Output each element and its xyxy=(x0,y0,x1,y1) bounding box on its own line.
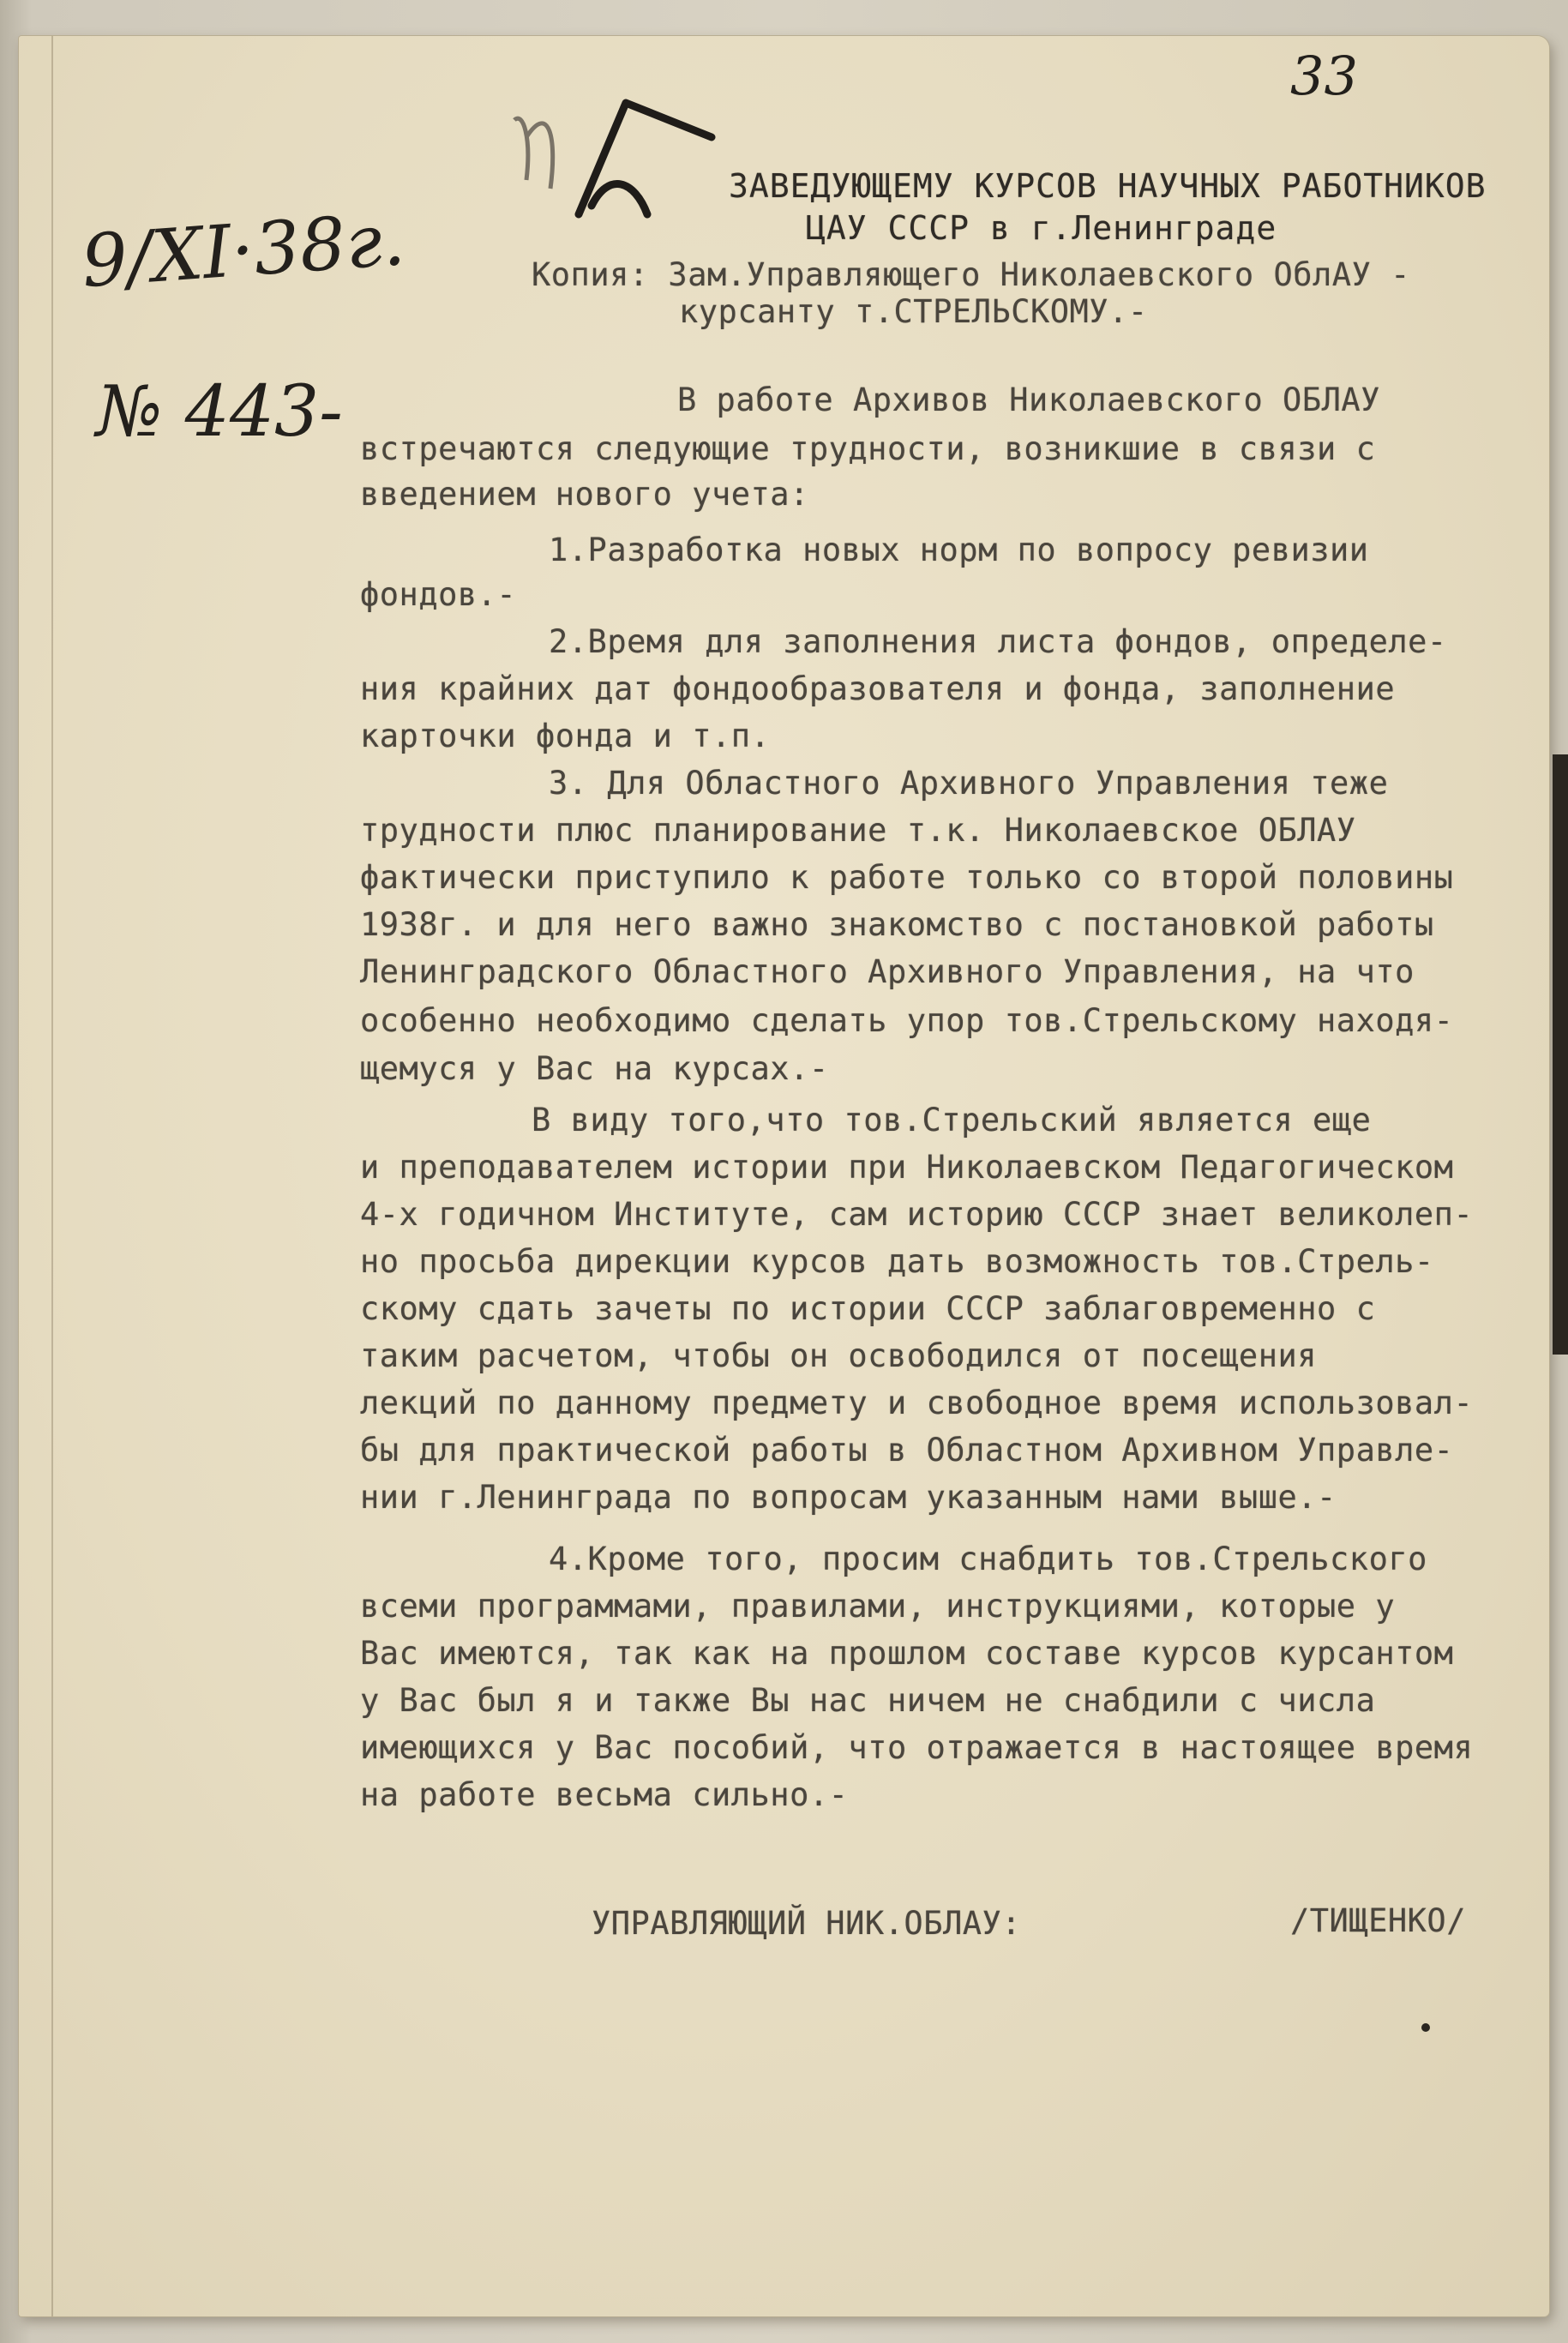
binding-fold xyxy=(51,36,53,2316)
body-line: ния крайних дат фондообразователя и фонда, заполнение xyxy=(360,670,1396,707)
body-line: фондов.- xyxy=(360,576,517,613)
body-line: всеми программами, правилами, инструкциями, которые у xyxy=(360,1588,1396,1625)
body-line: нии г.Ленинграда по вопросам указанным нами выше.- xyxy=(360,1479,1337,1516)
body-line: карточки фонда и т.п. xyxy=(360,718,771,754)
signatory-title: УПРАВЛЯЮЩИЙ НИК.ОБЛАУ: xyxy=(592,1905,1022,1942)
ink-dot xyxy=(1421,2023,1430,2032)
body-line: 1938г. и для него важно знакомство с постановкой работы xyxy=(360,906,1434,943)
handwritten-number: № 443- xyxy=(96,371,343,453)
page-number: 33 xyxy=(1290,45,1358,107)
body-line: фактически приступило к работе только со второй половины xyxy=(360,859,1454,896)
signatory-name: /ТИЩЕНКО/ xyxy=(1290,1902,1466,1939)
body-line: 4-х годичном Институте, сам историю СССР знает великолеп- xyxy=(360,1196,1474,1233)
body-line: скому сдать зачеты по истории СССР заблаговременно с xyxy=(360,1290,1376,1327)
addressee-line-2: ЦАУ СССР в г.Ленинграде xyxy=(806,209,1277,247)
body-line: но просьба дирекции курсов дать возможность тов.Стрель- xyxy=(360,1243,1434,1280)
body-line: таким расчетом, чтобы он освободился от посещения xyxy=(360,1337,1318,1374)
body-line: трудности плюс планирование т.к. Николаевское ОБЛАУ xyxy=(360,812,1356,849)
body-line: бы для практической работы в Областном Архивном Управле- xyxy=(360,1432,1454,1469)
body-line: 3. Для Областного Архивного Управления теже xyxy=(549,765,1389,802)
body-line: В виду того,что тов.Стрельский является еще xyxy=(532,1102,1372,1138)
body-line: встречаются следующие трудности, возникшие в связи с xyxy=(360,430,1376,467)
body-line: введением нового учета: xyxy=(360,476,809,513)
body-line: на работе весьма сильно.- xyxy=(360,1776,849,1813)
body-line: у Вас был я и также Вы нас ничем не снабдили с числа xyxy=(360,1682,1376,1719)
body-line: имеющихся у Вас пособий, что отражается в настоящее время xyxy=(360,1729,1474,1766)
body-line: Ленинградского Областного Архивного Управления, на что xyxy=(360,953,1415,990)
body-line: 4.Кроме того, просим снабдить тов.Стрельского xyxy=(549,1541,1427,1577)
handwritten-date: 9/XI·38г. xyxy=(79,196,408,304)
addressee-line-1: ЗАВЕДУЮЩЕМУ КУРСОВ НАУЧНЫХ РАБОТНИКОВ xyxy=(729,167,1487,205)
body-line: щемуся у Вас на курсах.- xyxy=(360,1050,829,1087)
body-line: 2.Время для заполнения листа фондов, определе- xyxy=(549,623,1447,660)
edge-shadow xyxy=(1553,754,1568,1355)
archive-scribble xyxy=(497,86,754,240)
copy-line-1: Копия: Зам.Управляющего Николаевского ОблАУ - xyxy=(532,256,1410,293)
body-line: особенно необходимо сделать упор тов.Стрельскому находя- xyxy=(360,1002,1454,1039)
copy-line-2: курсанту т.СТРЕЛЬСКОМУ.- xyxy=(679,293,1148,330)
body-line: и преподавателем истории при Николаевском Педагогическом xyxy=(360,1149,1454,1186)
body-line: В работе Архивов Николаевского ОБЛАУ xyxy=(677,381,1380,418)
body-line: Вас имеются, так как на прошлом составе курсов курсантом xyxy=(360,1635,1454,1672)
body-line: 1.Разработка новых норм по вопросу ревизии xyxy=(549,532,1369,568)
body-line: лекций по данному предмету и свободное время использовал- xyxy=(360,1385,1474,1421)
